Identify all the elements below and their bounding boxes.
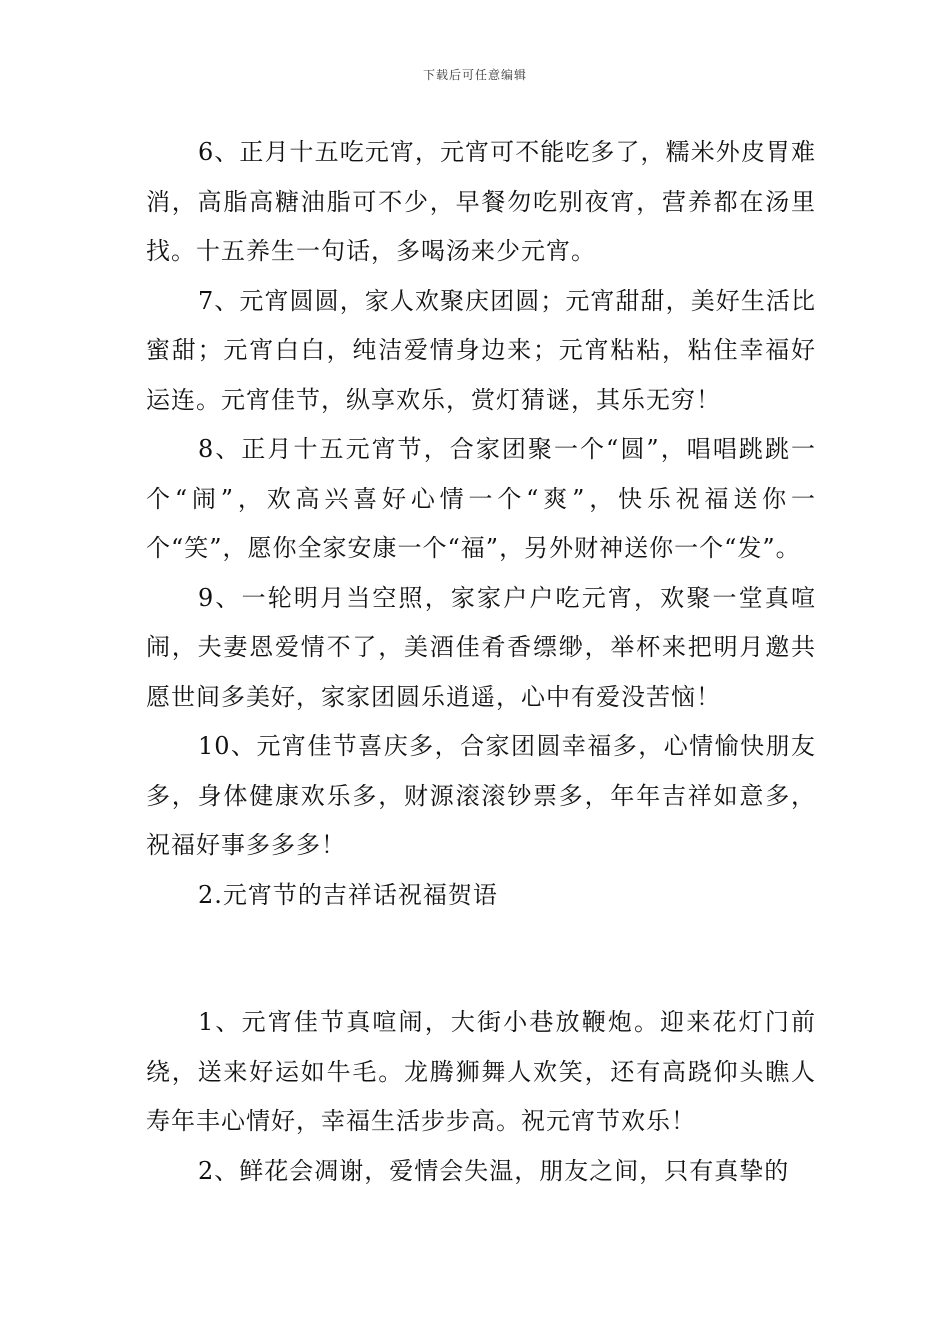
section2-paragraph-2: 2、鲜花会凋谢，爱情会失温，朋友之间，只有真挚的 [198, 1156, 790, 1185]
blessing-paragraph-10: 10、元宵佳节喜庆多，合家团圆幸福多，心情愉快朋友多，身体健康欢乐多，财源滚滚钞票多，年年吉祥如意多，祝福好事多多多！ [146, 732, 816, 859]
document-body [146, 128, 816, 1196]
section-heading: 2.元宵节的吉祥话祝福贺语 [198, 880, 498, 909]
blessing-paragraph-7: 7、元宵圆圆，家人欢聚庆团圆；元宵甜甜，美好生活比蜜甜；元宵白白，纯洁爱情身边来；元宵粘粘，粘住幸福好运连。元宵佳节，纵享欢乐，赏灯猜谜，其乐无穷！ [146, 286, 816, 414]
blessing-paragraph-8: 8、正月十五元宵节，合家团聚一个“圆”，唱唱跳跳一个“闹”，欢高兴喜好心情一个“爽”，快乐祝福送你一个“笑”，愿你全家安康一个“福”，另外财神送你一个“发”。 [146, 435, 816, 562]
blessing-paragraph-6: 6、正月十五吃元宵，元宵可不能吃多了，糯米外皮胃难消，高脂高糖油脂可不少，早餐勿吃别夜宵，营养都在汤里找。十五养生一句话，多喝汤来少元宵。 [146, 138, 816, 265]
header-note: 下载后可任意编辑 [422, 68, 527, 82]
blessing-paragraph-9: 9、一轮明月当空照，家家户户吃元宵，欢聚一堂真喧闹，夫妻恩爱情不了，美酒佳肴香缥缈，举杯来把明月邀共愿世间多美好，家家团圆乐逍遥，心中有爱没苦恼！ [146, 583, 816, 711]
section2-paragraph-1: 1、元宵佳节真喧闹，大街小巷放鞭炮。迎来花灯门前绕，送来好运如牛毛。龙腾狮舞人欢笑，还有高跷仰头瞧人寿年丰心情好，幸福生活步步高。祝元宵节欢乐！ [146, 1008, 816, 1135]
section-spacer [146, 920, 816, 998]
